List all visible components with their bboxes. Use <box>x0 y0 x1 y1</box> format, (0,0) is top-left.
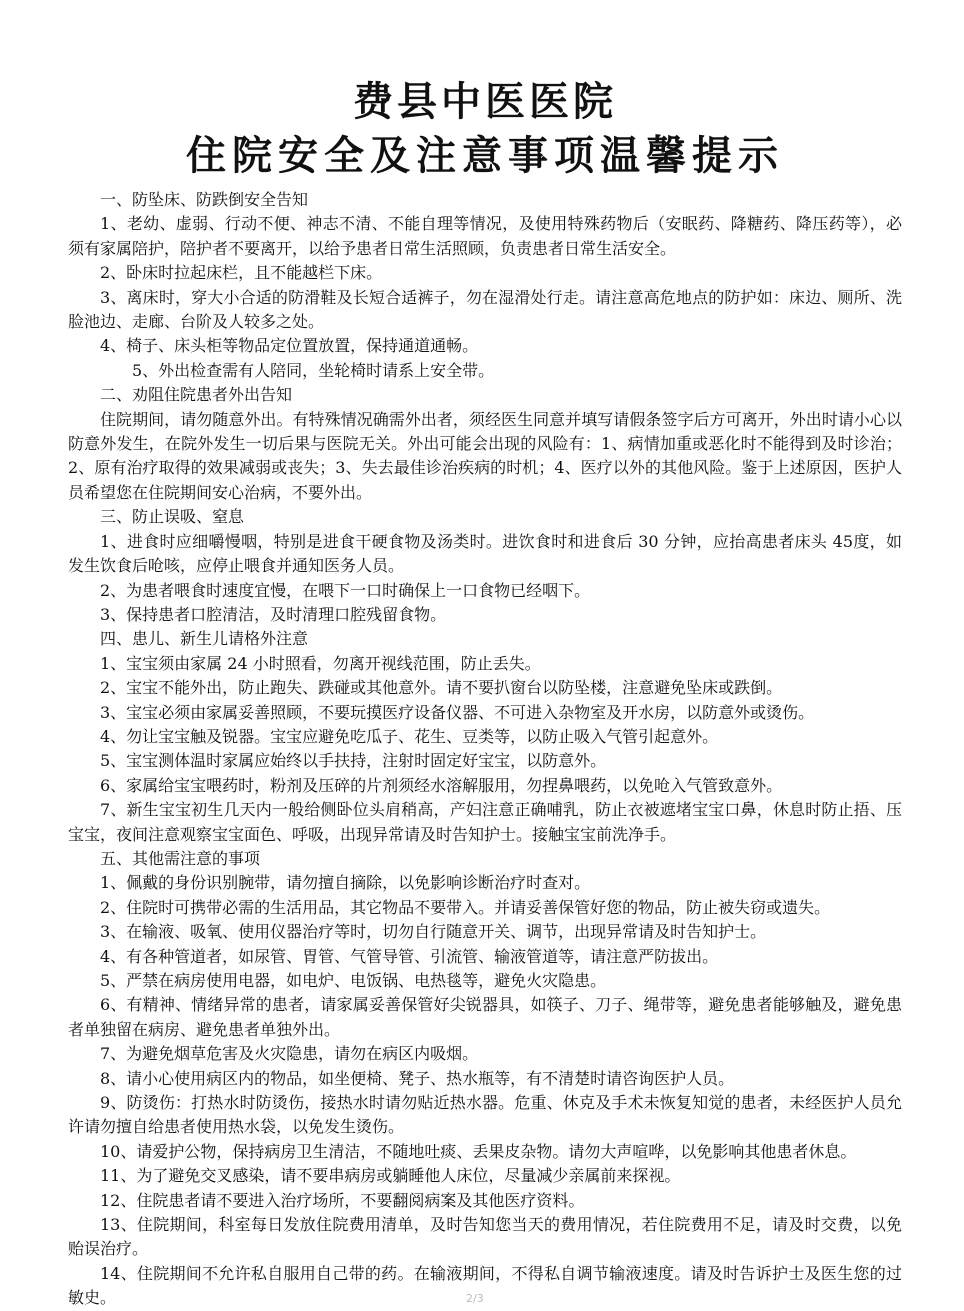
section-heading: 三、防止误吸、窒息 <box>100 507 245 527</box>
notice-item: 14、住院期间不允许私自服用自己带的药。在输液期间，不得私自调节输液速度。请及时告诉护士及医生您的过敏史。 <box>68 1263 902 1308</box>
section-heading: 二、劝阻住院患者外出告知 <box>100 385 293 405</box>
notice-item: 10、请爱护公物，保持病房卫生清洁，不随地吐痰、丢果皮杂物。请勿大声喧哗，以免影响其他患者休息。 <box>100 1141 857 1161</box>
notice-item: 4、椅子、床头柜等物品定位置放置，保持通道通畅。 <box>100 336 479 356</box>
notice-item: 3、保持患者口腔清洁，及时清理口腔残留食物。 <box>100 604 447 624</box>
notice-item: 2、住院时可携带必需的生活用品，其它物品不要带入。并请妥善保管好您的物品，防止被失窃或遗失。 <box>100 897 831 917</box>
notice-item: 2、卧床时拉起床栏，且不能越栏下床。 <box>100 263 383 283</box>
notice-item: 8、请小心使用病区内的物品，如坐便椅、凳子、热水瓶等，有不清楚时请咨询医护人员。 <box>100 1068 735 1088</box>
notice-item: 5、外出检查需有人陪同，坐轮椅时请系上安全带。 <box>132 360 495 380</box>
notice-item: 7、为避免烟草危害及火灾隐患，请勿在病区内吸烟。 <box>100 1044 479 1064</box>
page-number: 2/3 <box>466 1292 484 1305</box>
section-heading: 四、患儿、新生儿请格外注意 <box>100 629 309 649</box>
notice-item: 1、宝宝须由家属 24 小时照看，勿离开视线范围，防止丢失。 <box>100 653 541 673</box>
notice-item: 3、在输液、吸氧、使用仪器治疗等时，切勿自行随意开关、调节，出现异常请及时告知护士。 <box>100 922 767 942</box>
notice-title: 住院安全及注意事项温馨提示 <box>186 133 784 179</box>
notice-item: 11、为了避免交叉感染，请不要串病房或躺睡他人床位，尽量减少亲属前来探视。 <box>100 1166 681 1186</box>
notice-item: 12、住院患者请不要进入治疗场所，不要翻阅病案及其他医疗资料。 <box>100 1190 585 1210</box>
notice-item: 9、防烫伤：打热水时防烫伤，接热水时请勿贴近热水器。危重、休克及手术未恢复知觉的患者，未经医护人员允许请勿擅自给患者使用热水袋，以免发生烫伤。 <box>68 1093 902 1137</box>
notice-item: 6、有精神、情绪异常的患者，请家属妥善保管好尖锐器具，如筷子、刀子、绳带等，避免患者能够触及，避免患者单独留在病房、避免患者单独外出。 <box>68 995 902 1039</box>
notice-item: 4、勿让宝宝触及锐器。宝宝应避免吃瓜子、花生、豆类等，以防止吸入气管引起意外。 <box>100 726 719 746</box>
notice-body <box>68 188 902 1311</box>
hospital-name-title: 费县中医医院 <box>353 79 617 125</box>
section-heading: 五、其他需注意的事项 <box>100 848 261 868</box>
notice-item: 2、宝宝不能外出，防止跑失、跌碰或其他意外。请不要扒窗台以防坠楼，注意避免坠床或跌倒。 <box>100 678 783 698</box>
notice-item: 2、为患者喂食时速度宜慢，在喂下一口时确保上一口食物已经咽下。 <box>100 580 591 600</box>
notice-item: 13、住院期间，科室每日发放住院费用清单，及时告知您当天的费用情况，若住院费用不足，请及时交费，以免贻误治疗。 <box>68 1215 902 1259</box>
notice-item: 5、严禁在病房使用电器，如电炉、电饭锅、电热毯等，避免火灾隐患。 <box>100 971 607 990</box>
notice-item: 4、有各种管道者，如尿管、胃管、气管导管、引流管、输液管道等，请注意严防拔出。 <box>100 946 719 966</box>
notice-item: 住院期间，请勿随意外出。有特殊情况确需外出者，须经医生同意并填写请假条签字后方可离开，外出时请小心以防意外发生，在院外发生一切后果与医院无关。外出可能会出现的风险有：1、病情加重或恶化时不能得到及时诊治；2、原有治疗取得的效果减弱或丧失；3、失去最佳诊治疾病的时机；4、医疗以外的其他风险。鉴于上述原因，医护人员希望您在住院期间安心治病，不要外出。 <box>68 409 902 502</box>
notice-item: 1、老幼、虚弱、行动不便、神志不清、不能自理等情况，及使用特殊药物后（安眠药、降糖药、降压药等），必须有家属陪护，陪护者不要离开，以给予患者日常生活照顾，负责患者日常生活安全。 <box>68 214 902 258</box>
notice-item: 6、家属给宝宝喂药时，粉剂及压碎的片剂须经水溶解服用，勿捏鼻喂药，以免呛入气管致意外。 <box>100 775 783 795</box>
notice-item: 5、宝宝测体温时家属应始终以手扶持，注射时固定好宝宝，以防意外。 <box>100 751 607 771</box>
notice-item: 7、新生宝宝初生几天内一般给侧卧位头肩稍高，产妇注意正确哺乳，防止衣被遮堵宝宝口鼻，休息时防止捂、压宝宝，夜间注意观察宝宝面色、呼吸，出现异常请及时告知护士。接触宝宝前洗净手。 <box>68 800 902 844</box>
notice-item: 1、佩戴的身份识别腕带，请勿擅自摘除，以免影响诊断治疗时查对。 <box>100 873 591 893</box>
notice-item: 3、离床时，穿大小合适的防滑鞋及长短合适裤子，勿在湿滑处行走。请注意高危地点的防护如：床边、厕所、洗脸池边、走廊、台阶及人较多之处。 <box>68 287 902 332</box>
section-heading: 一、防坠床、防跌倒安全告知 <box>100 190 309 209</box>
notice-item: 1、进食时应细嚼慢咽，特别是进食干硬食物及汤类时。进饮食时和进食后 30 分钟，应抬高患者床头 45度，如发生饮食后呛咳，应停止喂食并通知医务人员。 <box>68 531 902 576</box>
notice-item: 3、宝宝必须由家属妥善照顾，不要玩摸医疗设备仪器、不可进入杂物室及开水房，以防意外或烫伤。 <box>100 702 815 722</box>
